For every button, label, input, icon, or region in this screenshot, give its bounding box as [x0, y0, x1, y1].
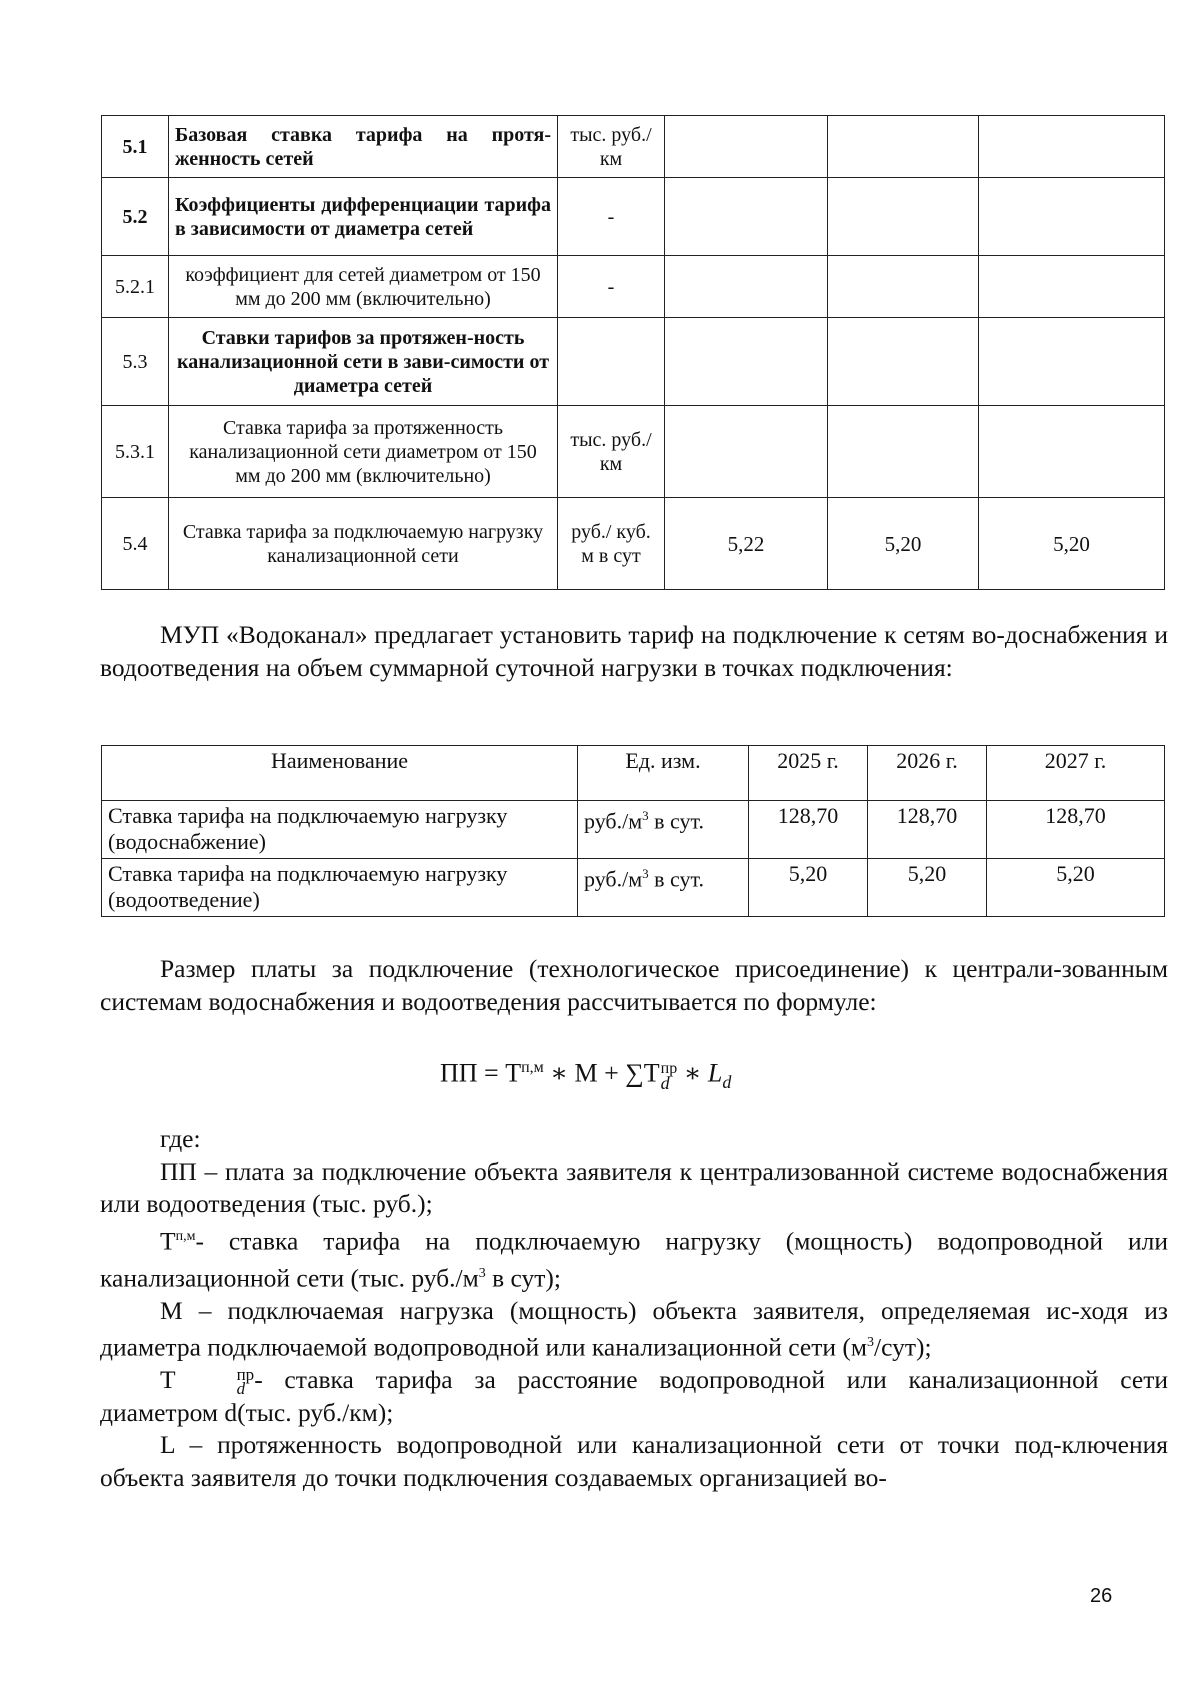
column-header: 2027 г.: [987, 746, 1165, 801]
value-cell: [979, 256, 1165, 318]
value-cell: [828, 406, 979, 498]
value-cell: [828, 116, 979, 178]
row-unit: руб./ куб. м в сут: [558, 498, 665, 590]
table-row: [102, 256, 1165, 318]
unit-exponent: 3: [642, 866, 649, 881]
value-cell: [828, 318, 979, 406]
row-unit: -: [558, 178, 665, 256]
definition-l: L – протяженность водопроводной или канализационной сети от точки под-ключения объекта заявителя до точки подключения создаваемых организацией во-: [100, 1430, 1168, 1492]
row-number: 5.3: [102, 318, 169, 406]
row-unit: -: [558, 256, 665, 318]
fee-formula: [440, 1048, 731, 1102]
row-number: 5.2.1: [102, 256, 169, 318]
definition-text: - ставка тарифа на подключаемую нагрузку (мощность) водопроводной или канализационной сети (тыс. руб./м: [100, 1226, 1168, 1292]
symbol-sub: d: [236, 1379, 246, 1399]
row-unit: [578, 859, 749, 917]
row-unit: [558, 318, 665, 406]
formula-sub-d: d: [660, 1072, 670, 1093]
value-cell: 128,70: [987, 801, 1165, 859]
value-cell: 5,20: [979, 498, 1165, 590]
page-number: 26: [1090, 1585, 1113, 1607]
unit-tail: в сут.: [648, 808, 704, 834]
formula-tail: ∗: [677, 1058, 708, 1088]
column-header: Ед. изм.: [578, 746, 749, 801]
formula-sup-pm: п,м: [521, 1059, 544, 1076]
value-cell: [665, 406, 828, 498]
table-row: [102, 801, 1165, 859]
definition-tpr: [100, 1364, 1168, 1429]
table-row: [102, 406, 1165, 498]
table-header-row: [102, 746, 1165, 801]
definition-tail: в сут);: [485, 1263, 561, 1292]
value-cell: 128,70: [868, 801, 987, 859]
symbol-sup: п,м: [175, 1228, 196, 1244]
definition-m: [100, 1295, 1168, 1365]
unit-base: руб./м: [584, 808, 643, 834]
unit-tail: в сут.: [648, 866, 704, 892]
connection-rates-table: [101, 745, 1165, 917]
value-cell: [665, 256, 828, 318]
row-name: Базовая ставка тарифа на протя-женность сетей: [169, 116, 558, 178]
symbol-t: Т: [160, 1365, 176, 1394]
value-cell: 5,22: [665, 498, 828, 590]
column-header: Наименование: [102, 746, 578, 801]
row-unit: тыс. руб./км: [558, 406, 665, 498]
definition-tpm: [100, 1221, 1168, 1295]
symbol-t: Т: [160, 1226, 176, 1255]
row-number: 5.3.1: [102, 406, 169, 498]
where-label: где:: [160, 1124, 201, 1153]
row-number: 5.4: [102, 498, 169, 590]
formula-sup-pr: пр: [660, 1059, 678, 1077]
unit-exponent: 3: [478, 1265, 486, 1281]
value-cell: [979, 406, 1165, 498]
symbol-sup: пр: [236, 1365, 255, 1385]
row-name: Ставка тарифа за протяженность канализационной сети диаметром от 150 мм до 200 мм (включительно): [169, 406, 558, 498]
row-name: Коэффициенты дифференциации тарифа в зависимости от диаметра сетей: [169, 178, 558, 256]
value-cell: [665, 318, 828, 406]
row-unit: [578, 801, 749, 859]
table-row: [102, 178, 1165, 256]
value-cell: [979, 178, 1165, 256]
value-cell: 5,20: [987, 859, 1165, 917]
value-cell: [665, 116, 828, 178]
tariff-rates-table: [101, 115, 1165, 590]
value-cell: 5,20: [749, 859, 868, 917]
row-unit: тыс. руб./км: [558, 116, 665, 178]
paragraph-intro: МУП «Водоканал» предлагает установить тариф на подключение к сетям во-доснабжения и водоотведения на объем суммарной суточной нагрузки в точках подключения:: [100, 620, 1168, 682]
row-name: Ставка тарифа на подключаемую нагрузку (водоснабжение): [102, 801, 578, 859]
definition-pp: ПП – плата за подключение объекта заявителя к централизованной системе водоснабжения или водоотведения (тыс. руб.);: [100, 1156, 1168, 1218]
value-cell: [979, 318, 1165, 406]
row-number: 5.1: [102, 116, 169, 178]
table-row: [102, 859, 1165, 917]
column-header: 2026 г.: [868, 746, 987, 801]
row-number: 5.2: [102, 178, 169, 256]
row-name: Ставка тарифа за подключаемую нагрузку канализационной сети: [169, 498, 558, 590]
value-cell: [828, 256, 979, 318]
value-cell: 5,20: [868, 859, 987, 917]
row-name: коэффициент для сетей диаметром от 150 мм до 200 мм (включительно): [169, 256, 558, 318]
value-cell: [665, 178, 828, 256]
formula-lhs: ПП = Т: [440, 1058, 522, 1088]
row-name: Ставки тарифов за протяжен-ность канализационной сети в зави-симости от диаметра сетей: [169, 318, 558, 406]
symbol-script: [177, 1365, 255, 1399]
column-header: 2025 г.: [749, 746, 868, 801]
definition-text: - ставка тарифа за расстояние водопроводной или канализационной сети диаметром d(тыс. руб./км);: [100, 1365, 1168, 1427]
definitions: [100, 1123, 1168, 1494]
formula-L: L: [707, 1058, 723, 1088]
formula-mid: ∗ М + ∑Т: [543, 1058, 660, 1088]
value-cell: [979, 116, 1165, 178]
formula-sub-L: d: [722, 1071, 732, 1092]
formula-script-d: [660, 1059, 678, 1093]
definition-text: М – подключаемая нагрузка (мощность) объекта заявителя, определяемая ис-ходя из диаметра подключаемой водопроводной или канализационной сети (м: [100, 1295, 1168, 1362]
row-name: Ставка тарифа на подключаемую нагрузку (водоотведение): [102, 859, 578, 917]
unit-exponent: 3: [642, 808, 649, 823]
table-row: [102, 116, 1165, 178]
table-row: [102, 318, 1165, 406]
table-row: [102, 498, 1165, 590]
value-cell: 128,70: [749, 801, 868, 859]
paragraph-formula-intro: Размер платы за подключение (технологическое присоединение) к централи-зованным системам водоснабжения и водоотведения рассчитывается по формуле:: [100, 954, 1168, 1016]
unit-exponent: 3: [867, 1335, 875, 1350]
definition-tail: /сут);: [874, 1332, 932, 1362]
value-cell: 5,20: [828, 498, 979, 590]
value-cell: [828, 178, 979, 256]
unit-base: руб./м: [584, 866, 643, 892]
